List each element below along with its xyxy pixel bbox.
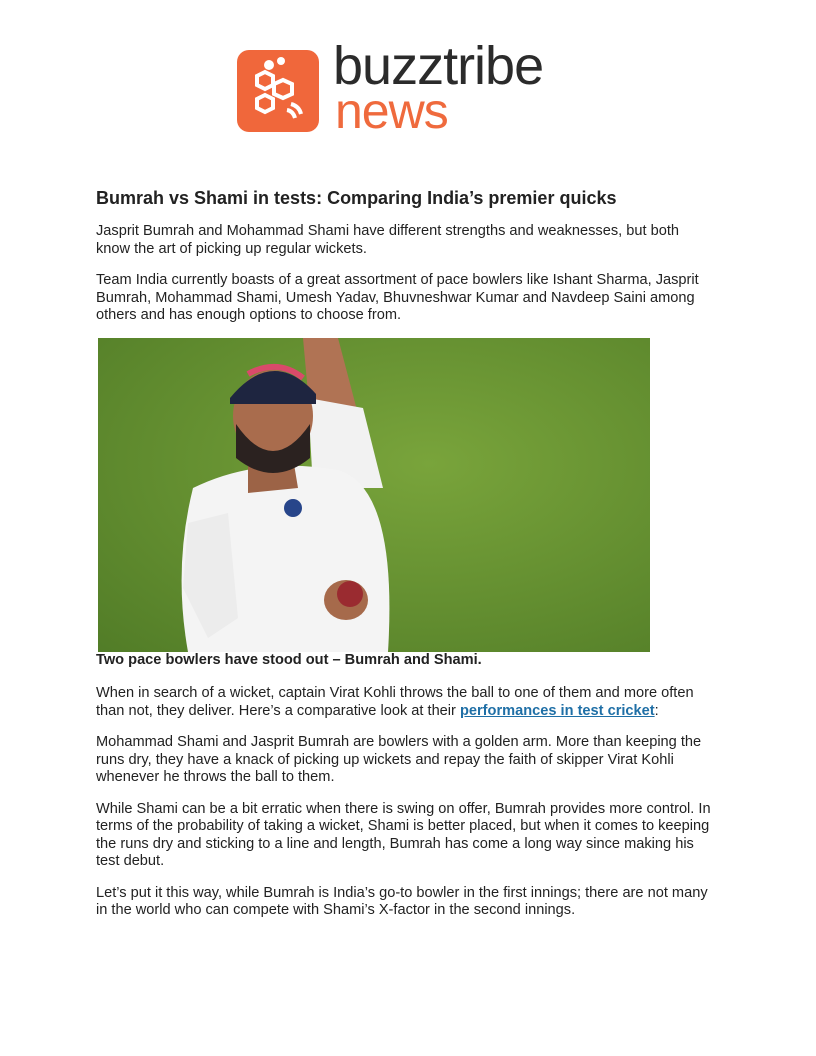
paragraph-4: While Shami can be a bit erratic when there is swing on offer, Bumrah provides more control. In terms of the probability of taking a wicket, Shami is better placed, but when it comes to keeping the runs dry and sticking to a line and length, Bumrah has come a long way since making his test debut.: [96, 800, 711, 869]
brand-subname: news: [335, 83, 448, 139]
paragraph-3: Mohammad Shami and Jasprit Bumrah are bowlers with a golden arm. More than keeping the runs dry, they have a knack of picking up wickets and repay the faith of skipper Virat Kohli whenever he throws the ball to them.: [96, 734, 702, 785]
bee-logo-icon: [237, 50, 319, 132]
paragraph-2: [96, 685, 716, 720]
article: [96, 187, 716, 934]
article-intro: Jasprit Bumrah and Mohammad Shami have different strengths and weaknesses, but both know the art of picking up regular wickets.: [96, 223, 679, 257]
site-logo[interactable]: [237, 36, 587, 139]
paragraph-2-end: :: [654, 702, 659, 719]
bowler-photo: [98, 338, 650, 652]
article-title: Bumrah vs Shami in tests: Comparing India’s premier quicks: [96, 188, 617, 208]
paragraph-2-text: When in search of a wicket, captain Virat Kohli throws the ball to one of them and more often than not, they deliver. Here’s a comparative look at their: [96, 685, 694, 719]
paragraph-5: Let’s put it this way, while Bumrah is India’s go-to bowler in the first innings; there are not many in the world who can compete with Shami’s X-factor in the second innings.: [96, 884, 708, 918]
brand-name: buzztribe: [333, 36, 544, 96]
photo-caption: Two pace bowlers have stood out – Bumrah and Shami.: [96, 651, 482, 668]
paragraph-1: Team India currently boasts of a great assortment of pace bowlers like Ishant Sharma, Jasprit Bumrah, Mohammad Shami, Umesh Yadav, Bhuvneshwar Kumar and Navdeep Saini among others and has enough options to choose from.: [96, 272, 699, 323]
test-performance-link[interactable]: performances in test cricket: [459, 702, 655, 719]
